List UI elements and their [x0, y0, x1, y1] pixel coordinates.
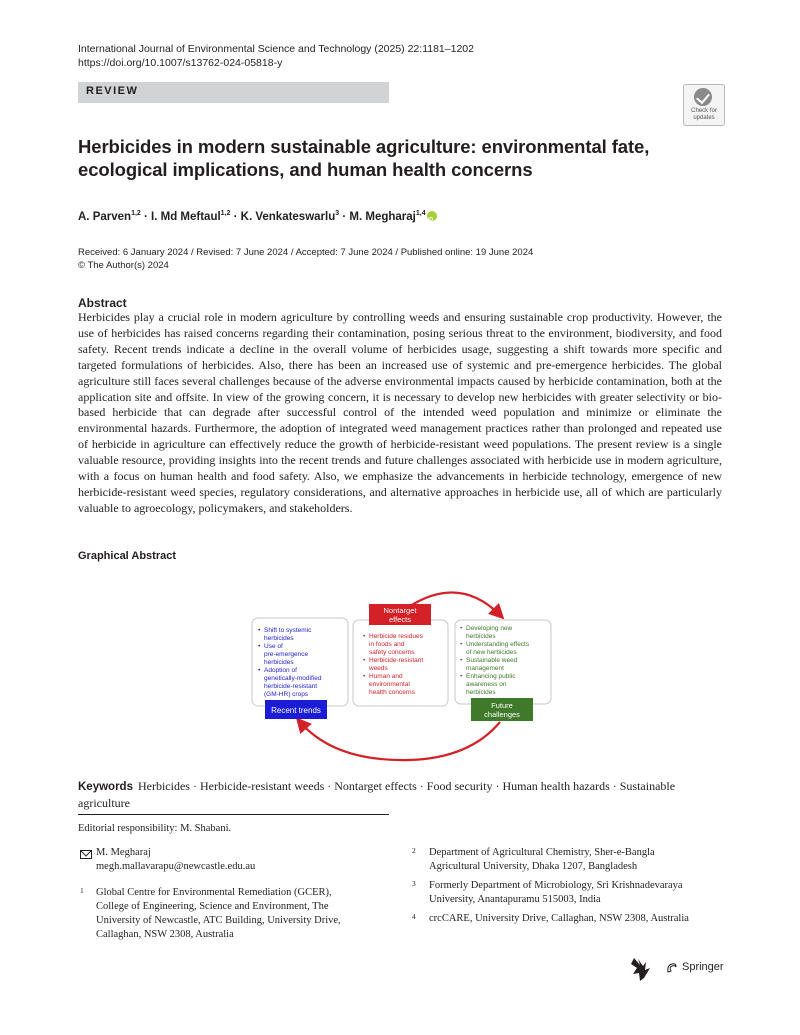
author-affiliation: 3: [335, 210, 340, 217]
bullet-glyph: •: [460, 673, 463, 680]
abstract-text: Herbicides play a crucial role in modern agriculture by controlling weeds and ensuring sustainable crop productivity. However, the use of herbicides has raised concerns regarding their contamination, posing serious threat to the environment, biodiversity, and food safety. Recent trends indicate a decline in the overall volume of herbicides usage, suggesting a shift towards more specific and targeted formulations of herbicides. Also, there has been an increased use of systemic and pre-emergence herbicides. The global agriculture still faces several challenges because of the adverse environmental impacts caused by herbicide contamination, both at the application site and offsite. In view of the growing concern, it is necessary to develop new herbicides with greater selectivity or bio-based herbicide that can degrade after successful control of the intended weed population and minimize or eliminate the environmental hazards. Furthermore, the adoption of integrated weed management practices rather than prolonged and repeated use of herbicide in agriculture can effectively reduce the growth of herbicide-resistant weed populations. The present review is a single valuable resource, providing insights into the recent trends and future challenges associated with herbicide use in modern agriculture, with a focus on human health and food safety. Also, we emphasize the advancements in herbicide technology, emergence of new herbicide-resistant weed species, regulatory considerations, and alternative approaches in herbicide use, all of which are particularly valuable to agroecology, policymakers, and stakeholders.: [78, 310, 722, 515]
bullet-text: (GM-HR) crops: [264, 691, 309, 698]
article-title: Herbicides in modern sustainable agriculture: environmental fate, ecological implications, and human health concerns: [78, 136, 650, 180]
bullet-glyph: •: [258, 627, 261, 634]
bullet-text: management: [466, 665, 504, 672]
orcid-icon[interactable]: [427, 211, 437, 221]
author-name[interactable]: K. Venkateswarlu: [240, 210, 336, 223]
bullet-glyph: •: [460, 641, 463, 648]
affiliation-1: Global Centre for Environmental Remediation (GCER), College of Engineering, Science and Environment, The University of Newcastle, ATC Building, University Drive, Callaghan, NSW 2308, Australia: [96, 887, 341, 940]
bullet-glyph: •: [258, 667, 261, 674]
future-challenges-label-1: Future: [491, 701, 513, 710]
bullet-text: weeds: [369, 665, 388, 672]
bullet-text: herbicides: [264, 635, 294, 642]
author-affiliation: 1,2: [131, 210, 141, 217]
author-separator: ·: [140, 210, 152, 223]
keyword: Food security: [426, 779, 493, 793]
keyword-separator: ·: [189, 779, 200, 793]
keyword: Human health hazards: [502, 779, 610, 793]
keyword-separator: ·: [609, 779, 620, 793]
abstract-heading: Abstract: [78, 296, 127, 310]
keyword: Herbicide-resistant weeds: [199, 779, 325, 793]
author-name[interactable]: I. Md Meftaul: [151, 210, 221, 223]
recent-trends-label: Recent trends: [271, 706, 321, 715]
bullet-text: health concerns: [369, 689, 415, 696]
bullet-text: Use of: [264, 643, 283, 650]
section-bar: [78, 82, 389, 103]
keyword-separator: ·: [324, 779, 335, 793]
affiliation-number-4: 4: [412, 912, 416, 921]
corresponding-name: M. Megharaj: [96, 847, 151, 858]
future-challenges-label-2: challenges: [484, 710, 520, 719]
bullet-text: pre-emergence: [264, 651, 309, 658]
bullet-text: environmental: [369, 681, 410, 688]
bullet-text: herbicides: [264, 659, 294, 666]
keyword-separator: ·: [492, 779, 503, 793]
affiliation-2: Department of Agricultural Chemistry, Sher-e-Bangla Agricultural University, Dhaka 1207, Bangladesh: [429, 847, 655, 872]
affiliation-number-2: 2: [412, 846, 416, 855]
publisher-name: Springer: [682, 961, 724, 973]
author-separator: ·: [339, 210, 350, 223]
bullet-text: Developing new: [466, 625, 513, 632]
history-dates: Received: 6 January 2024 / Revised: 7 June 2024 / Accepted: 7 June 2024 / Published online: 19 June 2024: [78, 247, 534, 258]
bullet-text: Understanding effects: [466, 641, 530, 648]
bullet-text: Shift to systemic: [264, 627, 312, 634]
author-name[interactable]: M. Megharaj: [349, 210, 416, 223]
affiliation-4: crcCARE, University Drive, Callaghan, NSW 2308, Australia: [429, 913, 689, 924]
check-updates-icon: [694, 88, 712, 106]
copyright-line: © The Author(s) 2024: [78, 260, 169, 271]
bullet-glyph: •: [363, 673, 366, 680]
envelope-icon: [80, 850, 92, 859]
bullet-text: Adoption of: [264, 667, 297, 674]
bullet-glyph: •: [460, 657, 463, 664]
keyword: Nontarget effects: [334, 779, 417, 793]
springer-icon: [666, 962, 678, 974]
author-list: [78, 206, 437, 225]
section-label: REVIEW: [86, 85, 139, 97]
bullet-text: genetically-modified: [264, 675, 322, 682]
keywords-list: [78, 779, 675, 810]
journal-header: [78, 42, 474, 70]
check-for-updates-button[interactable]: [683, 84, 725, 126]
editorial-responsibility: Editorial responsibility: M. Shabani.: [78, 823, 232, 834]
bullet-text: Herbicide-resistant: [369, 657, 424, 664]
journal-citation: International Journal of Environmental Science and Technology (2025) 22:1181–1202: [78, 43, 474, 55]
bullet-glyph: •: [363, 633, 366, 640]
bullet-text: safety concerns: [369, 649, 415, 656]
bullet-text: Herbicide residues: [369, 633, 423, 640]
bullet-glyph: •: [258, 643, 261, 650]
bullet-text: awareness on: [466, 681, 507, 688]
author-separator: ·: [230, 210, 241, 223]
article-dates: [78, 246, 533, 272]
affiliation-number-3: 3: [412, 879, 416, 888]
nontarget-effects-label-1: Nontarget: [383, 606, 417, 615]
author-name[interactable]: A. Parven: [78, 210, 132, 223]
bullet-text: herbicides: [466, 633, 496, 640]
bullet-text: Enhancing public: [466, 673, 516, 680]
graphical-abstract-figure: [0, 570, 800, 770]
bullet-text: Human and: [369, 673, 403, 680]
graphical-abstract-heading: Graphical Abstract: [78, 550, 177, 562]
horse-logo-icon: [630, 956, 654, 982]
bullet-text: herbicide-resistant: [264, 683, 318, 690]
corresponding-author: [96, 846, 255, 874]
cycle-arrow-bottom: [300, 722, 500, 760]
bullet-text: herbicides: [466, 689, 496, 696]
author-affiliation: 1,4: [415, 210, 426, 217]
bullet-glyph: •: [460, 625, 463, 632]
keyword: Sustainable agriculture: [78, 779, 676, 810]
corresponding-email[interactable]: megh.mallavarapu@newcastle.edu.au: [96, 861, 256, 872]
affiliation-3: Formerly Department of Microbiology, Sri Krishnadevaraya University, Anantapuramu 515003, India: [429, 880, 683, 905]
affiliation-number-1: 1: [80, 886, 84, 895]
bullet-glyph: •: [363, 657, 366, 664]
keyword-separator: ·: [416, 779, 427, 793]
bullet-text: Sustainable weed: [466, 657, 518, 664]
keywords-block: [78, 778, 728, 811]
author-affiliation: 1,2: [220, 210, 231, 217]
nontarget-effects-label-2: effects: [389, 615, 411, 624]
doi-link[interactable]: https://doi.org/10.1007/s13762-024-05818-y: [78, 57, 283, 69]
bullet-text: in foods and: [369, 641, 405, 648]
check-updates-label: Check for updates: [691, 108, 717, 121]
keywords-label: Keywords: [78, 781, 133, 793]
keyword: Herbicides: [137, 779, 190, 793]
footnote-divider: [78, 814, 389, 815]
bullet-text: of new herbicides: [466, 649, 517, 656]
